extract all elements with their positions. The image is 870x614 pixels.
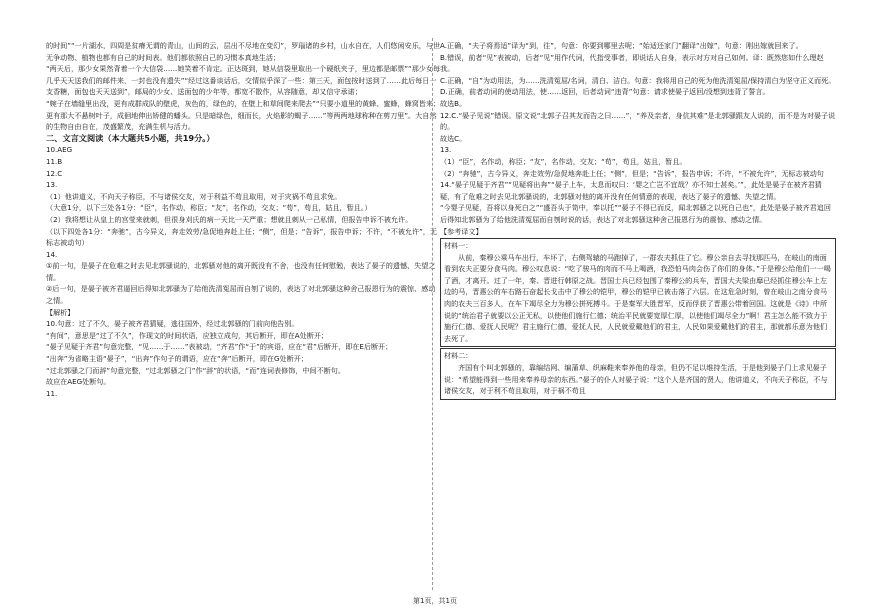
text-line: B.错误，前者“见”表被动，后者“见”用作代词，代指受事者，即说话人自身，表示对方对自己如何。译：既然您如什么理赵我。 [440, 52, 824, 74]
material-title: 材料二： [444, 351, 473, 361]
text-line: 11. [46, 388, 58, 398]
right-column [440, 40, 836, 588]
text-line: （2）我将想让从皇上的宫莹来就刺，但很身刈氏的病一天比一天严重；想就且刺从一己私情，但报告申诉不被允许。 [46, 214, 413, 224]
text-line: 14.“晏子见疑于齐君”“见疑将出奔”“晏子上车，太息而叹曰：‘婴之亡岂不宜哉？亦不知士甚矣。’”，此处是晏子在被齐君猜疑，有了危难之时去见北郭骚说的，北郭骚对他的离开没有任何情意的表现，表达了晏子的遗憾、失望之情。 [440, 180, 822, 201]
text-line: 故选C。 [440, 133, 467, 143]
text-line: “今婴子见疑，吾将以身死白之”“盛吾头于笥中，奉以托”“晏子不得已而反，闻北郭骚之以死白己也”，此处是晏子被齐君追回后得知北郭骚为了给他洗清冤屈而自刎时说的话，表达了对北郭骚这种舍己报恩行为的震惊、感动之情。 [440, 203, 831, 224]
text-line: （1）他讲道义，不向天子称臣，不与诸侯交友，对于利益不苟且取用，对于灾祸不苟且求免。 [46, 191, 342, 201]
text-line: D.正确，前者动词的使动用法，使……返回，后者动词“违背”句意：请求使晏子返回/没想到违背了誓言。 [440, 87, 770, 97]
text-line: 13. [440, 145, 452, 155]
text-line: “婉子在墙缝里出没，更有成群成队的壁虎，灰色的，绿色的，在壁上和草间爬来爬去”“只要小道里的黄蜂、蜜蜂，蜂窝皆来；更有那大不悬树叶子，成徊地伸出矫健的蟠头。只是暗绿色，细而长，火焰影的蝎子……”等两两地球称种在剪刀里”。大自然的生物自由自在，茂盛繁茂，充满生机与活力。 [46, 98, 441, 132]
column-divider [432, 38, 433, 590]
text-line: 10.AEG [46, 145, 73, 155]
page-footer: 第1页，共1页 [413, 597, 457, 605]
text-line: ②后一句，是晏子被齐君逼回后得知北郭骚为了给他洗清冤屈而自刎了说的，表达了对北郭骚这种舍己报恩行为的震惊、感动之情。 [46, 284, 436, 306]
text-line: （以下四处各1分：“奔驰”，古今异义，奔走效劳/急促地奔赴上任；“侧”，但是；“告诉”，报告申诉；不许，“不被允许”，无标志被动句） [46, 226, 437, 248]
text-line: 故选B。 [440, 98, 467, 108]
left-column [46, 40, 442, 588]
section-heading: 二、文言文阅读（本大题共5小题，共19分。） [46, 132, 215, 143]
material-box [440, 238, 836, 347]
text-line: （2）“奔驰”，古今异义，奔走效劳/急促地奔赴上任；“侧”，但是；“告诉”，报告申诉；不许，“不被允许”，无标志被动句 [440, 168, 824, 178]
text-line: 13. [46, 180, 58, 190]
text-line: “晏子见疑于齐君”句意完整，“见……于……”表被动，“齐君”作“于”的宾语，应在“君”后断开，即在E后断开； [46, 342, 393, 352]
text-line: “两天后，那少女果然背着一个大信袋……她笑着不肯定。正达斑到，她从信袋里取出一个硬纸夹子，里边都是邮票”“那少女每几乎天天送我们的邮件来，一封也没有遗失”“经过这番谈话后，交情似乎深了一些：第三天，面包按时送到了……此后每日一支香糖，面包也天天送到”，邮局的少女、送面包的少年等，都宽不散作，从容随意，却又信守承诺； [46, 64, 441, 97]
text-line: 14. [46, 249, 58, 259]
text-line: “出奔”为省略主语“晏子”，“出奔”作句子的谓语，应在“奔”后断开，即在G处断开； [46, 354, 308, 364]
text-line: 10.句意：过了不久，晏子被齐君猜疑，逃往国外，经过北郭骚的门前向他告别。 [46, 319, 299, 329]
material-title: 材料一： [444, 241, 473, 251]
text-line: （大意1分，以下三处各1分：“臣”，名作动，称臣；“友”，名作动，交友；“苟”，苟且，姑且，暂且。） [46, 203, 372, 213]
text-line: 【参考译文】 [440, 226, 483, 236]
text-line: C.正确，“自”为动用法，为……洗清冤屈/名词，清白、洁白。句意：我将用自己的死为他洗清冤屈/保持清白为坚守正义而死。 [440, 75, 836, 85]
text-line: 的时间”“一片湖水，四周是贫瘠无谓的青山，山间的云，层出不尽地在变幻”，罗瑙诸的乡村，山水自在，人们悠闲安乐，与世无争动物、植物也都有自己的时间表。他们都依照自己的习惯本真地生活； [46, 41, 441, 62]
material-body: 齐国有个叫北郭骚的，靠编结网、编蒲草、织麻鞋来奉养他的母亲，但仍不足以维持生活，于是他到晏子门上求见晏子说：“希望能得到一些用来奉养母亲的东西。”晏子的仆人对晏子说：“这个人是齐国的贤人，他讲道义，不向天子称臣，不与诸侯交友，对于利不苟且取用，对于祸不苟且 [444, 363, 828, 396]
text-line: 【解析】 [46, 307, 75, 317]
text-line: 12.C.“晏子见说”错误。原文说“北郭子召其友而告之曰……”，“养及亲者，身伉其难”是北郭骚跟友人说的，而不是为对晏子说的。 [440, 110, 836, 132]
text-line: 故应在AEG处断句。 [46, 377, 111, 387]
text-line: A.正确，“夫子将焉适”译为“到，往”，句意：你要到哪里去呢；“始适还家门”翻译“出嫁”，句意：刚出嫁就回来了。 [440, 41, 803, 50]
text-line: ①前一句，是晏子在危难之时去见北郭骚说的，北郭骚对他的离开既没有不舍，也没有任何慰勉，表达了晏子的遗憾、失望之情。 [46, 261, 436, 282]
text-line: （1）“臣”，名作动，称臣；“友”，名作动，交友；“苟”，苟且，姑且，暂且。 [440, 156, 687, 166]
material-box [440, 348, 836, 399]
text-line: 11.B [46, 156, 63, 166]
text-line: “有间”，意思是“过了不久”，作现文的时间状语，应独立成句，其后断开，即在A处断开； [46, 330, 329, 340]
text-line: 12.C [46, 168, 63, 178]
text-line: “过北郭骚之门而辞”句意完整，“过北郭骚之门”作“辞”的状语，“而”连词表修饰，中间不断句。 [46, 365, 345, 375]
material-body: 从前，秦穆公乘马车出行，车坏了，右侧驾辕的马跑掉了，一群农夫抓住了它。穆公亲自去寻找那匹马，在岐山的南面看到农夫正要分食马肉。穆公叹息说：“吃了骏马的肉而不马上喝酒，我恐怕马肉会伤了你们的身体。”于是穆公给他们一一喝了酒，才离开。过了一年，秦、晋进行韩原之战。晋国士兵已经包围了秦穆公的兵车，晋国大夫梁由靡已经抓住穆公车上左边的马，晋惠公的车右路石奋起长戈击中了穆公的铠甲，穆公的铠甲已被击落了六层。在这危急时刻，曾在岐山之南分食马肉的农夫三百多人，在车下竭尽全力为穆公拼死搏斗。于是秦军大胜晋军，反而俘获了晋惠公带着回国。这就是《诗》中所说的“统治君子就要以公正无私，以使他们施行仁德；统治平民就要宽厚仁厚，以使他们竭尽全力”啊！君主怎么能不致力于施行仁德、爱抚人民呢？君主施行仁德，爱抚人民，人民就爱戴他们的君主，人民如果爱戴他们的君主，那就都乐意为他们去死了。 [444, 252, 831, 343]
